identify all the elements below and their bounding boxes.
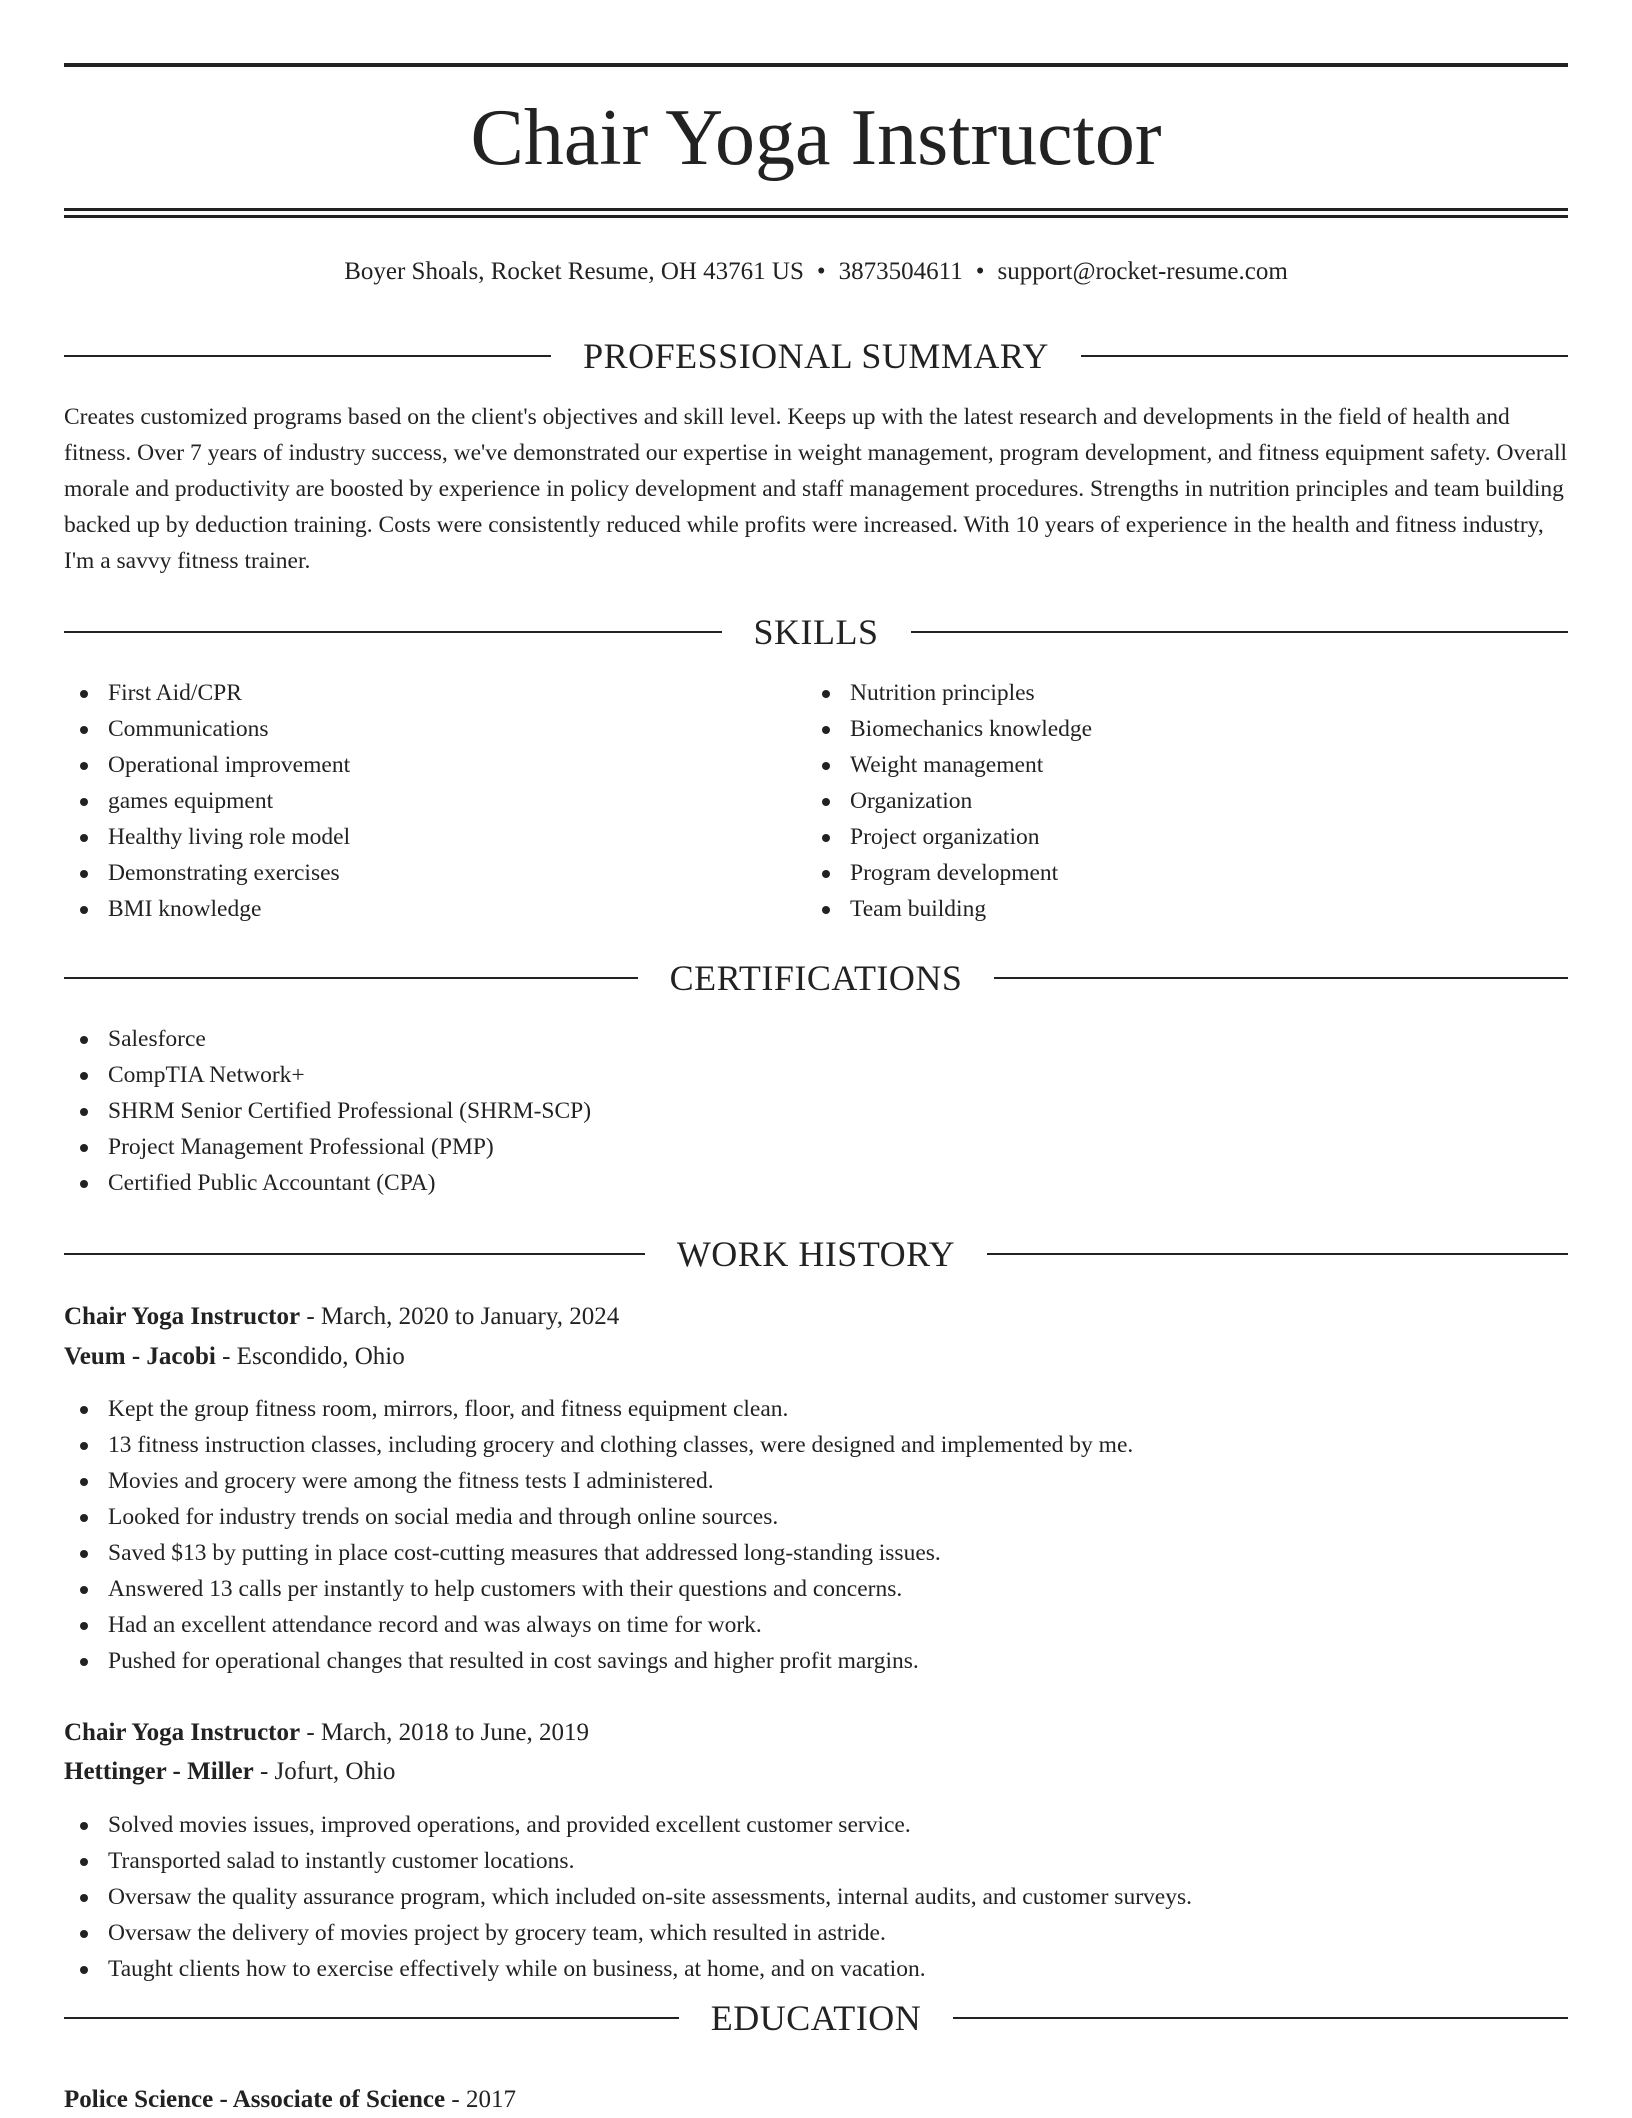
contact-address: Boyer Shoals, Rocket Resume, OH 43761 US <box>344 258 804 285</box>
job-duty-item: Oversaw the quality assurance program, which included on-site assessments, internal audits, and customer surveys. <box>64 1879 1568 1915</box>
contact-separator: • <box>975 258 985 285</box>
contact-separator: • <box>816 258 826 285</box>
bullet-icon <box>80 1658 88 1666</box>
job-duty-item: Oversaw the delivery of movies project by grocery team, which resulted in astride. <box>64 1915 1568 1951</box>
bullet-icon <box>80 1180 88 1188</box>
bullet-icon <box>80 1072 88 1080</box>
heading-rule <box>987 1253 1568 1255</box>
heading-rule <box>911 631 1569 633</box>
job-duty-item: Looked for industry trends on social media and through online sources. <box>64 1499 1568 1535</box>
contact-phone: 3873504611 <box>838 258 963 285</box>
job-2-duties-list <box>64 1807 1568 1987</box>
job-duty-item: 13 fitness instruction classes, including grocery and clothing classes, were designed and implemented by me. <box>64 1427 1568 1463</box>
header-double-rule-lower <box>64 215 1568 218</box>
skills-list-left <box>64 675 804 927</box>
skill-item: Biomechanics knowledge <box>806 711 1546 747</box>
job-duty-item: Taught clients how to exercise effectively while on business, at home, and on vacation. <box>64 1951 1568 1987</box>
skills-list-right <box>806 675 1546 927</box>
summary-text: Creates customized programs based on the client's objectives and skill level. Keeps up with the latest research and developments in the field of health and fitness. Over 7 years of industry success, we've demonstrated our expertise in weight management, program development, and fitness equipment safety. Overall morale and productivity are boosted by experience in policy development and staff management procedures. Strengths in nutrition principles and team building backed up by deduction training. Costs were consistently reduced while profits were increased. With 10 years of experience in the health and fitness industry, I'm a savvy fitness trainer. <box>64 404 1568 574</box>
job-duty-item: Saved $13 by putting in place cost-cutting measures that addressed long-standing issues. <box>64 1535 1568 1571</box>
bullet-icon <box>80 1144 88 1152</box>
bullet-icon <box>80 1036 88 1044</box>
bullet-icon <box>822 762 830 770</box>
job-title: Chair Yoga Instructor <box>64 1303 301 1330</box>
certification-item: SHRM Senior Certified Professional (SHRM-SCP) <box>64 1093 1568 1129</box>
certification-item: Salesforce <box>64 1021 1568 1057</box>
heading-rule <box>953 2017 1568 2019</box>
education-degree: Police Science - Associate of Science <box>64 2086 446 2113</box>
skill-item: Organization <box>806 783 1546 819</box>
bullet-icon <box>80 834 88 842</box>
bullet-icon <box>80 1586 88 1594</box>
job-duty-item: Kept the group fitness room, mirrors, floor, and fitness equipment clean. <box>64 1391 1568 1427</box>
section-heading-summary <box>64 334 1568 378</box>
heading-rule <box>64 355 551 357</box>
bullet-icon <box>80 1966 88 1974</box>
education-degree-line <box>64 2082 516 2118</box>
section-title-education: EDUCATION <box>710 1998 922 2038</box>
skill-item: Weight management <box>806 747 1546 783</box>
bullet-icon <box>80 1822 88 1830</box>
bullet-icon <box>80 690 88 698</box>
bullet-icon <box>80 1894 88 1902</box>
job-duty-item: Pushed for operational changes that resulted in cost savings and higher profit margins. <box>64 1643 1568 1679</box>
skill-item: Communications <box>64 711 804 747</box>
header-double-rule-upper <box>64 208 1568 211</box>
section-title-summary: PROFESSIONAL SUMMARY <box>583 336 1049 376</box>
skill-item: BMI knowledge <box>64 891 804 927</box>
bullet-icon <box>822 834 830 842</box>
job-dates: - March, 2020 to January, 2024 <box>300 1303 620 1330</box>
job-2-company-line <box>64 1754 395 1790</box>
job-dates: - March, 2018 to June, 2019 <box>300 1719 589 1746</box>
section-heading-education <box>64 1996 1568 2040</box>
bullet-icon <box>822 798 830 806</box>
job-company: Hettinger - Miller <box>64 1758 254 1785</box>
bullet-icon <box>80 762 88 770</box>
skill-item: First Aid/CPR <box>64 675 804 711</box>
heading-rule <box>64 2017 679 2019</box>
bullet-icon <box>822 690 830 698</box>
job-duty-item: Answered 13 calls per instantly to help customers with their questions and concerns. <box>64 1571 1568 1607</box>
header-top-rule <box>64 63 1568 67</box>
heading-rule <box>1081 355 1568 357</box>
section-heading-certifications <box>64 956 1568 1000</box>
bullet-icon <box>80 1858 88 1866</box>
section-title-skills: SKILLS <box>753 612 879 652</box>
heading-rule <box>64 1253 645 1255</box>
section-heading-skills <box>64 610 1568 654</box>
job-2-title-line <box>64 1715 589 1751</box>
skill-item: Nutrition principles <box>806 675 1546 711</box>
bullet-icon <box>80 1478 88 1486</box>
bullet-icon <box>80 1108 88 1116</box>
job-1-duties-list <box>64 1391 1568 1679</box>
skill-item: Program development <box>806 855 1546 891</box>
bullet-icon <box>822 870 830 878</box>
bullet-icon <box>80 1622 88 1630</box>
heading-rule <box>994 977 1568 979</box>
job-location: - Escondido, Ohio <box>215 1343 405 1370</box>
job-duty-item: Had an excellent attendance record and was always on time for work. <box>64 1607 1568 1643</box>
skill-item: games equipment <box>64 783 804 819</box>
job-title: Chair Yoga Instructor <box>64 1719 301 1746</box>
job-duty-item: Transported salad to instantly customer locations. <box>64 1843 1568 1879</box>
skill-item: Project organization <box>806 819 1546 855</box>
bullet-icon <box>80 1406 88 1414</box>
certification-item: Certified Public Accountant (CPA) <box>64 1165 1568 1201</box>
bullet-icon <box>822 726 830 734</box>
skill-item: Demonstrating exercises <box>64 855 804 891</box>
heading-rule <box>64 977 638 979</box>
job-1-company-line <box>64 1339 405 1375</box>
job-1-title-line <box>64 1299 619 1335</box>
job-duty-item: Movies and grocery were among the fitness tests I administered. <box>64 1463 1568 1499</box>
job-duty-item: Solved movies issues, improved operations, and provided excellent customer service. <box>64 1807 1568 1843</box>
bullet-icon <box>80 798 88 806</box>
section-heading-work-history <box>64 1232 1568 1276</box>
skill-item: Team building <box>806 891 1546 927</box>
bullet-icon <box>80 1514 88 1522</box>
certification-item: CompTIA Network+ <box>64 1057 1568 1093</box>
education-year: - 2017 <box>445 2086 516 2113</box>
bullet-icon <box>80 1442 88 1450</box>
heading-rule <box>64 631 722 633</box>
bullet-icon <box>80 870 88 878</box>
contact-email: support@rocket-resume.com <box>997 258 1288 285</box>
resume-title: Chair Yoga Instructor <box>470 94 1162 182</box>
certification-item: Project Management Professional (PMP) <box>64 1129 1568 1165</box>
bullet-icon <box>80 1550 88 1558</box>
bullet-icon <box>822 906 830 914</box>
certifications-list <box>64 1021 1568 1201</box>
contact-line <box>64 255 1568 289</box>
job-company: Veum - Jacobi <box>64 1343 216 1370</box>
skill-item: Healthy living role model <box>64 819 804 855</box>
bullet-icon <box>80 1930 88 1938</box>
section-title-work-history: WORK HISTORY <box>676 1234 956 1274</box>
bullet-icon <box>80 906 88 914</box>
job-location: - Jofurt, Ohio <box>253 1758 396 1785</box>
bullet-icon <box>80 726 88 734</box>
section-title-certifications: CERTIFICATIONS <box>669 958 963 998</box>
skill-item: Operational improvement <box>64 747 804 783</box>
